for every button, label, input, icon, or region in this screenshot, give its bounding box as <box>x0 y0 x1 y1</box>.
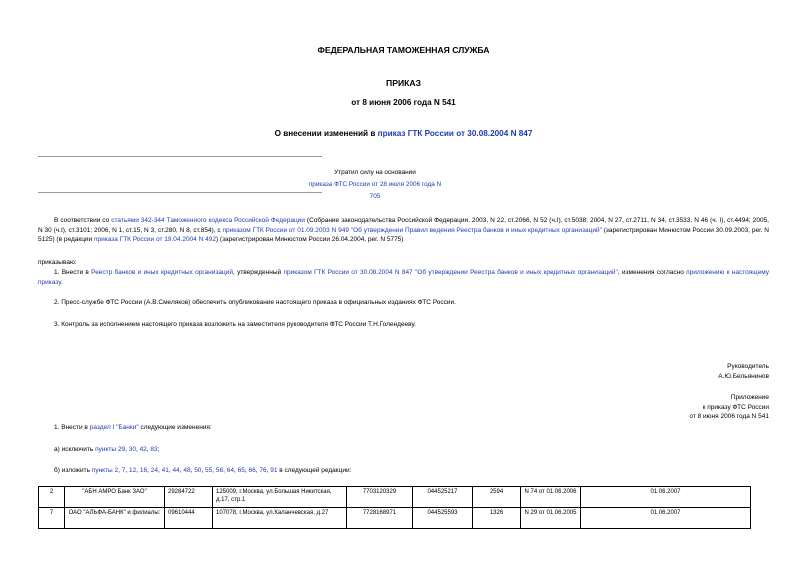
signer-name: А.Ю.Бельянинов <box>718 372 769 380</box>
cell-valid-until: 01.06.2007 <box>581 487 751 508</box>
restated-item-link[interactable]: 50 <box>194 467 202 474</box>
agency-title: ФЕДЕРАЛЬНАЯ ТАМОЖЕННАЯ СЛУЖБА <box>317 45 490 55</box>
cell-row-number: 2 <box>39 487 65 508</box>
excluded-item-link[interactable]: 83 <box>150 446 158 453</box>
doc-title-link[interactable]: приказ ГТК России от 30.08.2004 N 847 <box>377 129 533 138</box>
preamble-text-3: (зарегистрирован Минюстом России 30.09.2003, рег. N 5125) (в редакции <box>38 226 769 244</box>
item1-text-2: , утвержденный <box>232 269 284 276</box>
restated-item-link[interactable]: 48 <box>183 467 191 474</box>
changes-a-text: а) исключить <box>54 446 96 453</box>
order-492-link[interactable]: приказа ГТК России от 19.04.2004 N 492 <box>93 236 216 244</box>
restated-item-link[interactable]: 12 <box>129 467 137 474</box>
cell-bank-name: ОАО "АЛЬФА-БАНК" и филиалы: <box>65 508 165 529</box>
order-item-2: 2. Пресс-службе ФТС России (А.В.Смеляков) обеспечить опубликование настоящего приказа в официальных изданиях ФТС России. <box>54 299 456 306</box>
restated-item-link[interactable]: 7 <box>121 467 126 474</box>
appendix-link[interactable]: приложению к настоящему приказу <box>38 269 769 286</box>
lost-force-link[interactable]: приказа ФТС России от 28 июля 2006 года N 705 <box>308 181 442 200</box>
cell-license: 1326 <box>473 508 521 529</box>
restated-item-link[interactable]: 41 <box>161 467 169 474</box>
order-949-link[interactable]: приказом ГТК России от 01.09.2003 N 949 "Об утверждении Правил ведения Реестра банков и иных кредитных организаций" <box>222 226 602 234</box>
section-banks-link[interactable]: раздел I "Банки" <box>89 424 139 431</box>
cell-valid-until: 01.06.2007 <box>581 508 751 529</box>
cell-certificate: N 74 от 01.06.2006 <box>521 487 581 508</box>
restated-item-link[interactable]: 66 <box>248 467 256 474</box>
table-row <box>39 487 751 508</box>
changes-intro-text-1: 1. Внести в <box>54 424 90 431</box>
lost-force-note <box>305 167 445 203</box>
appendix-header <box>689 393 769 422</box>
restated-item-link[interactable]: 56 <box>215 467 224 474</box>
restated-item-link[interactable]: 76 <box>259 467 267 474</box>
changes-intro-text-2: следующие изменения: <box>138 424 212 431</box>
cell-row-number: 7 <box>39 508 65 529</box>
cell-inn: 7703120329 <box>347 487 413 508</box>
restated-item-link[interactable]: 91 <box>270 467 278 474</box>
changes-a: а) исключить пункты 29, 30, 42, 83; <box>54 446 160 453</box>
registry-table <box>38 486 751 529</box>
cell-bik: 044525217 <box>413 487 473 508</box>
order-item-3: 3. Контроль за исполнением настоящего приказа возложить на заместителя руководителя ФТС России Т.Н.Голендееву. <box>54 321 416 328</box>
order-word: приказываю: <box>38 259 77 266</box>
cell-okpo: 29284722 <box>165 487 213 508</box>
excluded-item-link[interactable]: 30 <box>128 446 136 453</box>
order-847-link[interactable]: приказом ГТК России от 30.08.2004 N 847 "Об утверждении Реестра банков и иных кредитных организаций" <box>283 269 618 276</box>
signature <box>718 362 769 381</box>
lost-force-text: Утратил силу на основании <box>334 169 416 176</box>
cell-certificate: N 29 от 01.06.2005 <box>521 508 581 529</box>
cell-okpo: 09610444 <box>165 508 213 529</box>
appendix-order-ref: к приказу ФТС России <box>702 403 769 411</box>
cell-bank-name: "АБН АМРО Банк ЗАО" <box>65 487 165 508</box>
cell-address: 125009, г.Москва, ул.Большая Никитская, д.17, стр.1 <box>213 487 347 508</box>
cell-license: 2594 <box>473 487 521 508</box>
restated-item-link[interactable]: 64 <box>226 467 234 474</box>
restated-item-link[interactable]: пункты 2 <box>91 467 119 474</box>
excluded-item-link[interactable]: 42 <box>139 446 147 453</box>
appendix-title: Приложение <box>730 394 769 401</box>
item1-text-3: , изменения согласно <box>617 269 687 276</box>
doc-title-prefix: О внесении изменений в <box>274 129 378 138</box>
cell-inn: 7728168971 <box>347 508 413 529</box>
order-item-1 <box>38 268 769 287</box>
excluded-item-link[interactable]: пункты 29 <box>95 446 126 453</box>
changes-b: б) изложить пункты 2, 7, 12, 16, 24, 41, 44, 48, 50, 55, 56, 64, 65, 66, 76, 91 в следующей редакции: <box>54 467 352 474</box>
preamble-text-2: (Собрание законодательства Российской Федерации, 2003, N 22, ст.2066, N 52 (ч.I), ст.5038; 2004, N 27, ст.2711, N 34, ст.3533, N 46 (ч. I), ст.4494; 2005, N 30 (ч.I), ст.3101; 2006, N 1, ст.15, N 3, ст.280, N 8, ст.854), с <box>38 217 769 234</box>
preamble-text-1: В соответствии со <box>54 217 112 224</box>
restated-item-link[interactable]: 16 <box>139 467 148 474</box>
item1-text-4: . <box>60 278 63 286</box>
divider-top <box>38 156 322 157</box>
preamble <box>38 216 769 245</box>
preamble-text-4: ) (зарегистрирован Минюстом России 26.04.2004, рег. N 5775) <box>215 236 404 244</box>
changes-intro <box>38 423 769 433</box>
doc-date: от 8 июня 2006 года N 541 <box>351 98 456 107</box>
appendix-date: от 8 июня 2006 года N 541 <box>689 413 769 421</box>
cell-address: 107078, г.Москва, ул.Каланчевская, д.27 <box>213 508 347 529</box>
restated-item-link[interactable]: 65 <box>237 467 245 474</box>
customs-code-link[interactable]: статьями 342-344 Таможенного кодекса Российской Федерации <box>111 217 305 224</box>
table-row <box>39 508 751 529</box>
item1-text-1: 1. Внести в <box>54 269 92 276</box>
doc-type: ПРИКАЗ <box>386 78 421 88</box>
doc-title <box>0 129 807 138</box>
changes-a-end: ; <box>157 446 160 453</box>
restated-item-link[interactable]: 55 <box>205 467 213 474</box>
changes-b-text: б) изложить <box>54 467 92 474</box>
restated-item-link[interactable]: 24 <box>150 467 158 474</box>
changes-b-end: в следующей редакции: <box>277 467 352 474</box>
signer-position: Руководитель <box>727 363 769 370</box>
divider-bottom <box>38 192 322 193</box>
registry-link[interactable]: Реестр банков и иных кредитных организаций <box>91 269 233 276</box>
restated-item-link[interactable]: 44 <box>172 467 180 474</box>
cell-bik: 044525593 <box>413 508 473 529</box>
